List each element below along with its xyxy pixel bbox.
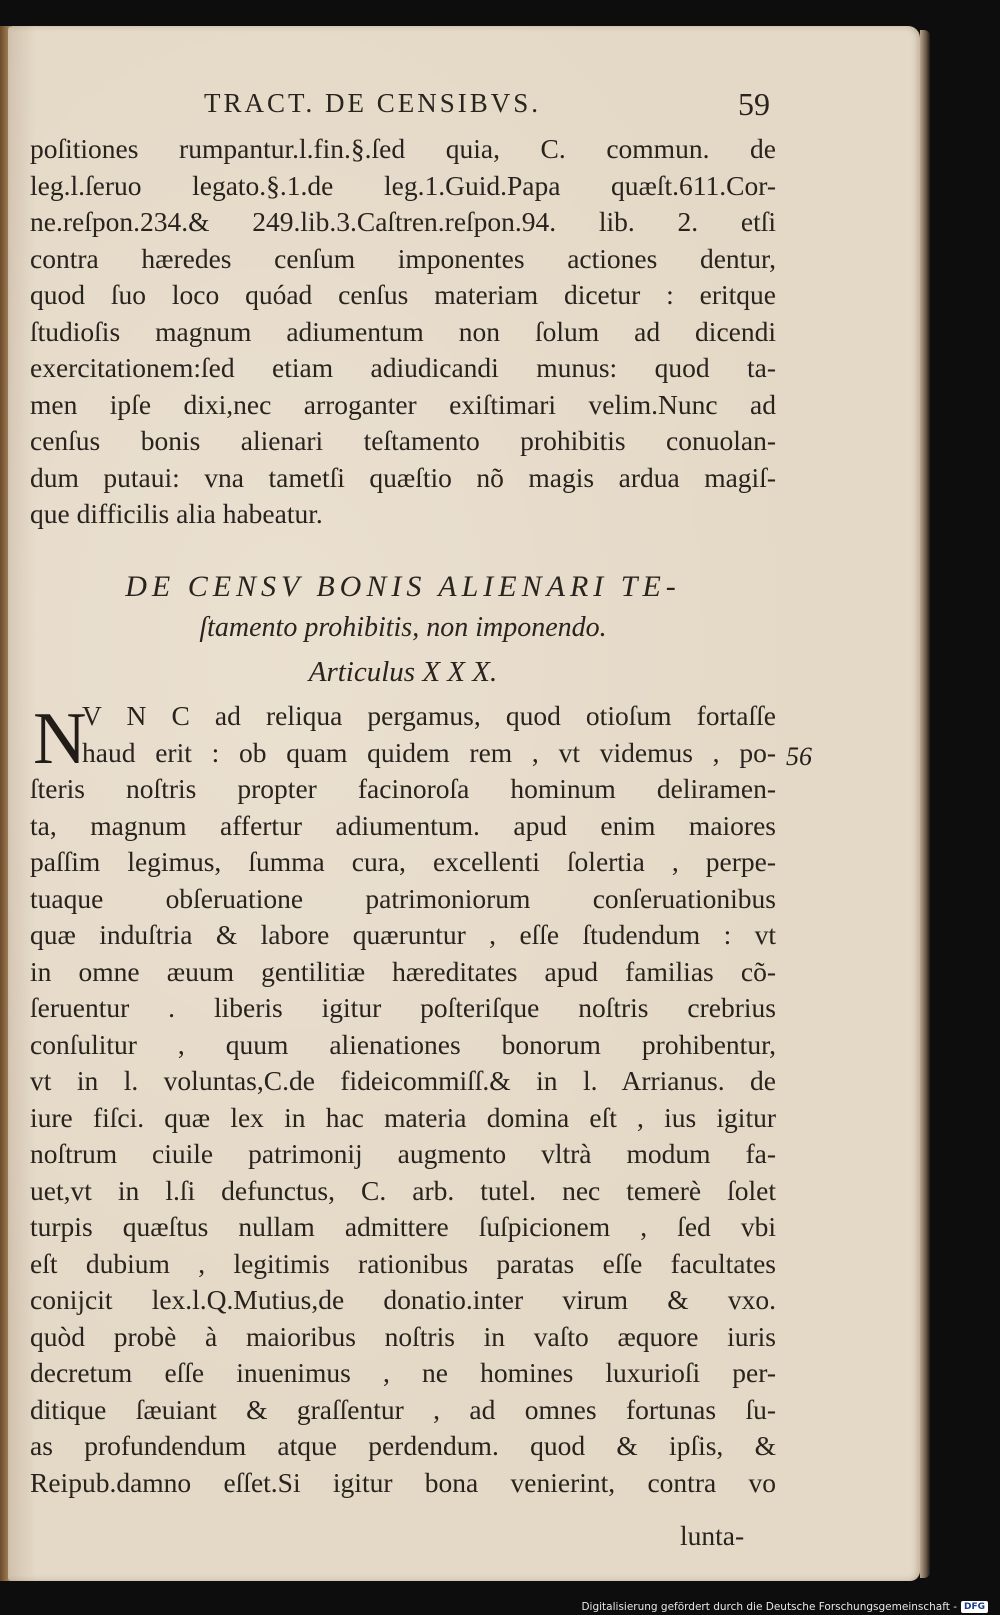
text-line: quod ſuo loco quóad cenſus materiam dicetur : eritque <box>30 279 776 310</box>
text-line: in omne æuum gentilitiæ hæreditates apud familias cõ- <box>30 955 776 987</box>
text-line: ditique ſæuiant & graſſentur , ad omnes fortunas ſu- <box>30 1393 776 1425</box>
text-line: eſt dubium , legitimis rationibus paratas eſſe facultates <box>30 1247 776 1279</box>
marginal-note: 56 <box>786 742 812 771</box>
text-line: que difficilis alia habeatur. <box>30 498 323 529</box>
text-line: dum putaui: vna tametſi quæſtio nõ magis ardua magiſ- <box>30 461 776 493</box>
text-line: decretum eſſe inuenimus , ne homines luxurioſi per- <box>30 1357 776 1388</box>
text-line: paſſim legimus, ſumma cura, excellenti ſolertia , perpe- <box>30 846 776 877</box>
text-line: exercitationem:ſed etiam adiudicandi munus: quod ta- <box>30 352 776 383</box>
text-line: haud erit : ob quam quidem rem , vt videmus , po- <box>82 736 776 768</box>
text-line: iure fiſci. quæ lex in hac materia domina eſt , ius igitur <box>30 1101 776 1133</box>
running-head: TRACT. DE CENSIBVS. <box>204 88 542 118</box>
dfg-logo-icon: DFG <box>961 1601 988 1613</box>
footer-text: Digitalisierung gefördert durch die Deutsche Forschungsgemeinschaft - <box>581 1601 957 1613</box>
text-line: vt in l. voluntas,C.de fideicommiſſ.& in l. Arrianus. de <box>30 1065 776 1096</box>
text-line: leg.l.ſeruo legato.§.1.de leg.1.Guid.Papa quæſt.611.Cor- <box>30 169 776 201</box>
text-line: ſtudioſis magnum adiumentum non ſolum ad dicendi <box>30 315 776 347</box>
paragraph-2 <box>30 698 776 1501</box>
text-line: V N C ad reliqua pergamus, quod otioſum fortaſſe <box>82 700 776 731</box>
catchword: lunta- <box>680 1520 745 1551</box>
text-line: ne.reſpon.234.& 249.lib.3.Caſtren.reſpon.94. lib. 2. etſi <box>30 206 776 237</box>
text-line: Reipub.damno eſſet.Si igitur bona venierint, contra vo <box>30 1466 776 1498</box>
text-line: turpis quæſtus nullam admittere ſuſpicionem , ſed vbi <box>30 1211 776 1242</box>
text-line: noſtrum ciuile patrimonij augmento vltrà modum fa- <box>30 1138 776 1169</box>
paragraph-1 <box>30 131 776 533</box>
initial-letter: N <box>33 698 87 780</box>
text-line: uet,vt in l.ſi defunctus, C. arb. tutel. nec temerè ſolet <box>30 1174 776 1206</box>
text-line: men ipſe dixi,nec arroganter exiſtimari velim.Nunc ad <box>30 388 776 420</box>
text-line: conſulitur , quum alienationes bonorum prohibentur, <box>30 1028 776 1060</box>
digitization-footer <box>581 1601 988 1613</box>
page-edge <box>920 30 930 1578</box>
text-line: conijcit lex.l.Q.Mutius,de donatio.inter virum & vxo. <box>30 1284 776 1315</box>
section-heading: DE CENSV BONIS ALIENARI TE- <box>125 570 681 603</box>
text-line: ta, magnum affertur adiumentum. apud enim maiores <box>30 809 776 841</box>
text-line: tuaque obſeruatione patrimoniorum conſeruationibus <box>30 882 776 914</box>
article-number: Articulus X X X. <box>308 656 498 688</box>
text-line: ſteris noſtris propter facinoroſa hominum deliramen- <box>30 773 776 804</box>
section-subheading: ſtamento prohibitis, non imponendo. <box>199 612 607 643</box>
folio-number: 59 <box>738 86 770 122</box>
text-line: quòd probè à maioribus noſtris in vaſto æquore iuris <box>30 1320 776 1352</box>
text-line: ſeruentur . liberis igitur poſteriſque noſtris crebrius <box>30 992 776 1023</box>
text-line: poſitiones rumpantur.l.fin.§.ſed quia, C. commun. de <box>30 133 776 164</box>
text-line: contra hæredes cenſum imponentes actiones dentur, <box>30 242 776 274</box>
text-line: quæ induſtria & labore quæruntur , eſſe ſtudendum : vt <box>30 919 776 950</box>
text-line: cenſus bonis alienari teſtamento prohibitis conuolan- <box>30 425 776 456</box>
text-line: as profundendum atque perdendum. quod & ipſis, & <box>30 1430 776 1461</box>
